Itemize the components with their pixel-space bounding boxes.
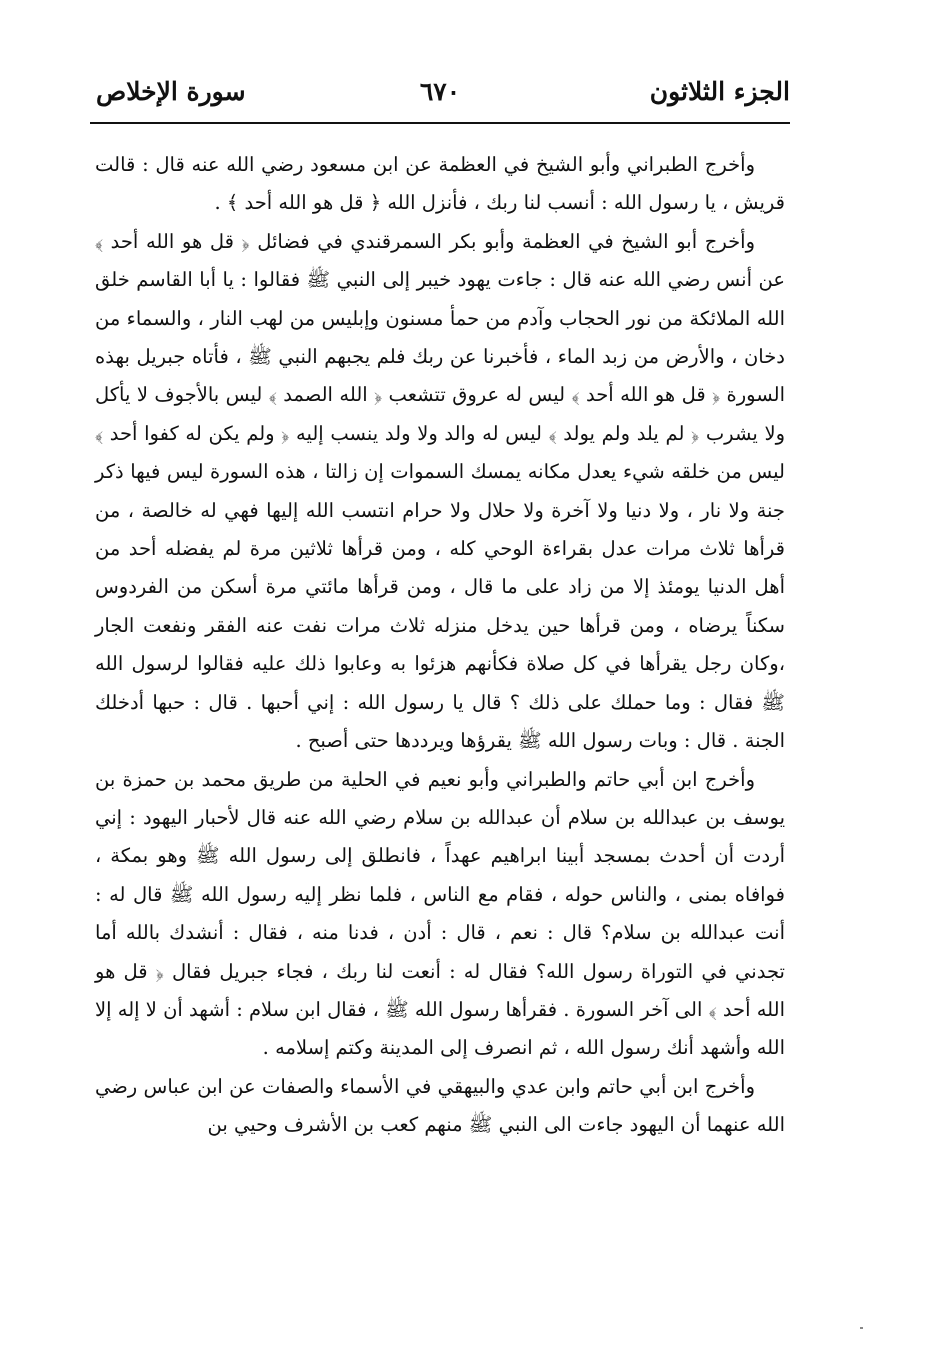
header-divider — [90, 122, 790, 124]
surah-title: سورة الإخلاص — [96, 77, 246, 106]
page-header — [90, 72, 790, 118]
scan-speck — [860, 1327, 863, 1329]
paragraph-4: وأخرج ابن أبي حاتم وابن عدي والبيهقي في الأسماء والصفات عن ابن عباس رضي الله عنهما أن اليهود جاءت الى النبي ﷺ منهم كعب بن الأشرف وحيي بن — [95, 1074, 785, 1137]
paragraph-2: وأخرج أبو الشيخ في العظمة وأبو بكر السمرقندي في فضائل ﴿ قل هو الله أحد ﴾ عن أنس رضي الله عنه قال : جاءت يهود خيبر إلى النبي ﷺ فقالوا : يا أبا القاسم خلق الله الملائكة من نور الحجاب وآدم من حمأ مسنون وإبليس من لهب النار ، والسماء من دخان ، والأرض من زبد الماء ، فأخبرنا عن ربك فلم يجبهم النبي ﷺ ، فأتاه جبريل بهذه السورة ﴿ قل هو الله أحد ﴾ ليس له عروق تتشعب ﴿ الله الصمد ﴾ ليس بالأجوف لا يأكل ولا يشرب ﴿ لم يلد ولم يولد ﴾ ليس له والد ولا ولد ينسب إليه ﴿ ولم يكن له كفوا أحد ﴾ ليس من خلقه شيء يعدل مكانه يمسك السموات إن زالتا ، هذه السورة ليس فيها ذكر جنة ولا نار ، ولا دنيا ولا آخرة ولا حلال ولا حرام انتسب الله إليها فهي له خالصة ، من قرأها ثلاث مرات عدل بقراءة الوحي كله ، ومن قرأها ثلاثين مرة لم يفضله أحد من أهل الدنيا يومئذ إلا من زاد على ما قال ، ومن قرأها مائتي مرة أسكن من الفردوس سكناً يرضاه ، ومن قرأها حين يدخل منزله ثلاث مرات نفت عنه الفقر ونفعت الجار ،وكان رجل يقرأها في كل صلاة فكأنهم هزئوا به وعابوا ذلك عليه فقالوا لرسول الله ﷺ فقال : وما حملك على ذلك ؟ قال يا رسول الله : إني أحبها . قال : حبها أدخلك الجنة . قال : وبات رسول الله ﷺ يقرؤها ويرددها حتى أصبح . — [95, 229, 785, 753]
part-title: الجزء الثلاثون — [649, 77, 790, 106]
page-body — [95, 146, 785, 1145]
paragraph-3: وأخرج ابن أبي حاتم والطبراني وأبو نعيم في الحلية من طريق محمد بن حمزة بن يوسف بن عبدالله بن سلام أن عبدالله بن سلام رضي الله عنه قال لأحبار اليهود : إني أردت أن أحدث بمسجد أبينا ابراهيم عهداً ، فانطلق إلى رسول الله ﷺ وهو بمكة ، فوافاه بمنى ، والناس حوله ، فقام مع الناس ، فلما نظر إليه رسول الله ﷺ قال له : أنت عبدالله بن سلام؟ قال : نعم ، قال : أدن ، فدنا منه ، فقال : أنشدك بالله أما تجدني في التوراة رسول الله؟ فقال له : أنعت لنا ربك ، فجاء جبريل فقال ﴿ قل هو الله أحد ﴾ الى آخر السورة . فقرأها رسول الله ﷺ ، فقال ابن سلام : أشهد أن لا إله إلا الله وأشهد أنك رسول الله ، ثم انصرف إلى المدينة وكتم إسلامه . — [95, 767, 785, 1060]
page-number: ٦٧٠ — [419, 77, 461, 106]
paragraph-1: وأخرج الطبراني وأبو الشيخ في العظمة عن ابن مسعود رضي الله عنه قال : قالت قريش ، يا رسول الله : أنسب لنا ربك ، فأنزل الله ﴿ قل هو الله أحد ﴾ . — [95, 153, 785, 215]
